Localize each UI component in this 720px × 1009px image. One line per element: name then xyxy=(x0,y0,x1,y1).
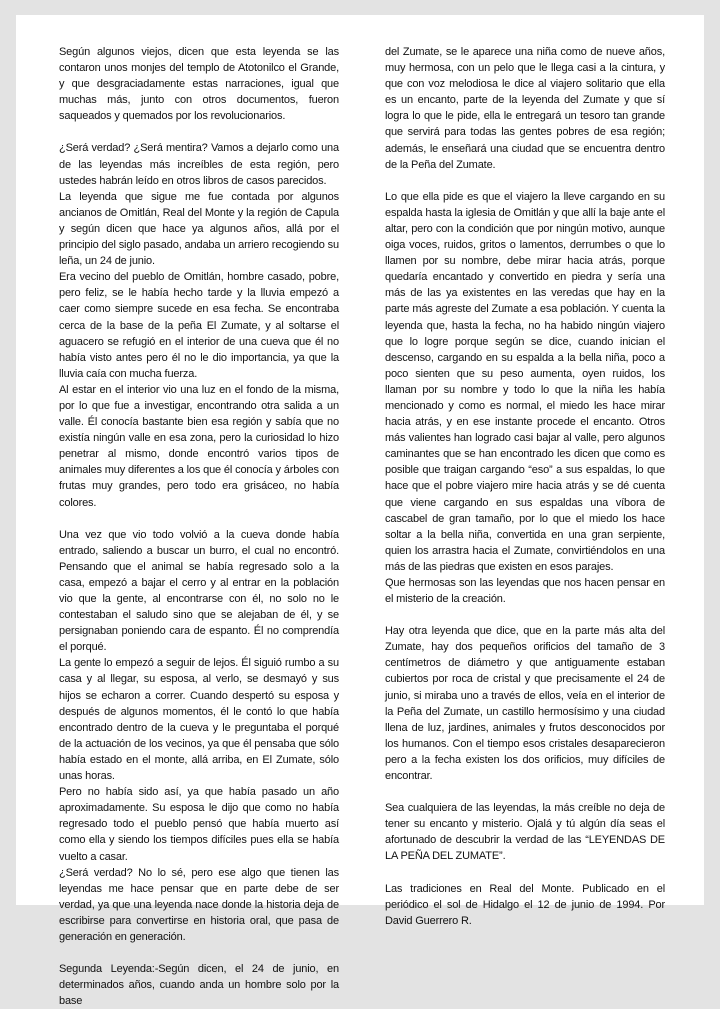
paragraph: Que hermosas son las leyendas que nos hacen pensar en el misterio de la creación. xyxy=(385,577,665,606)
paragraph: La gente lo empezó a seguir de lejos. Él siguió rumbo a su casa y al llegar, su esposa, al verlo, se desmayó y sus hijos se echaron a correr. Cuando despertó su esposa y después de algunos momentos, él le contó lo que había encontrado dentro de la cueva y le preguntaba el porqué de la actuación de los vecinos, ya que él pensaba que sólo había estado en el monte, allá arriba, en El Zumate, sólo unas horas. xyxy=(59,657,339,783)
citation: Las tradiciones en Real del Monte. Publicado en el periódico el sol de Hidalgo el 12 de junio de 1994. Por David Guerrero R. xyxy=(385,882,665,927)
right-column xyxy=(385,44,665,929)
paragraph: Lo que ella pide es que el viajero la lleve cargando en su espalda hasta la iglesia de Omitlán y que allí la baje ante el altar, pero con la condición que por ningún motivo, aunque oiga voces, ruidos, gritos o lamentos, derrumbes o que lo llamen por su nombre, debe mirar hacia atrás, porque quedaría encantado y convertido en piedra y sería una más de las ya existentes en las veredas que hay en la parte más agreste del Zumate a esa población. Y cuenta la leyenda que, hasta la fecha, no ha habido ningún viajero que lo logre porque según se dice, cuando inician el descenso, cargando en su espalda a la bella niña, poco a poco sienten que su peso aumenta, oyen ruidos, los llaman por su nombre y todo lo que la niña les había mencionado y como es normal, el miedo les hace mirar hacia atrás, y en ese instante procede el encanto. Otros más valientes han logrado casi bajar al valle, pero algunos caminantes que se han encontrado les dicen que como es posible que traigan cargando “eso” a sus espaldas, lo que hace que el pobre viajero mire hacia atrás y se dé cuenta que viene cargando en sus espaldas una víbora de cascabel de gran tamaño, por lo que el miedo los hace soltar a la bella niña, convertida en una gran serpiente, quien los arrastra hacia el Zumate, convirtiéndolos en una más de las piedras que existen en esos parajes. xyxy=(385,190,665,573)
paragraph: Una vez que vio todo volvió a la cueva donde había entrado, saliendo a buscar un burro, el cual no encontró. Pensando que el animal se había regresado solo a la casa, empezó a bajar el cerro y al entrar en la población vio que la gente, al encontrarse con él, no solo no le contestaban el saludo sino que se alejaban de él, y se persignaban poniendo cara de espanto. Él no comprendía el porqué. xyxy=(59,528,339,654)
document-page xyxy=(16,15,704,1008)
paragraph: Pero no había sido así, ya que había pasado un año aproximadamente. Su esposa le dijo que como no había regresado todo el pueblo pensó que había muerto así como ella y siendo los tiempos difíciles pues ella se había vuelto a casar. xyxy=(59,786,339,863)
paragraph: La leyenda que sigue me fue contada por algunos ancianos de Omitlán, Real del Monte y la región de Capula y según dicen que hace ya algunos años, allá por el principio del siglo pasado, andaba un arriero recogiendo su leña, un 24 de junio. xyxy=(59,190,339,268)
left-column xyxy=(59,44,339,1009)
paragraph: Hay otra leyenda que dice, que en la parte más alta del Zumate, hay dos pequeños orificios del tamaño de 3 centímetros de diámetro y que antiguamente estaban cubiertos por roca de cristal y que precisamente el 24 de junio, si miraba uno a través de ellos, veía en el interior de la Peña del Zumate, un castillo hermosísimo y una ciudad llena de luz, jardines, animales y frutos desconocidos por los humanos. Con el tiempo esos cristales desaparecieron pero a la fecha existen los dos orificios, muy difíciles de encontrar. xyxy=(385,625,665,783)
paragraph: Al estar en el interior vio una luz en el fondo de la misma, por lo que fue a investigar, encontrando otra salida a un valle. Él conocía bastante bien esa región y sabía que no existía ningún valle en esa zona, pero la curiosidad lo hizo penetrar al mismo, donde encontró varios tipos de animales muy diferentes a los que él conocía y árboles con frutas muy grandes, pero todo era grisáceo, no había colores. xyxy=(59,383,339,509)
paragraph: Segunda Leyenda:-Según dicen, el 24 de junio, en determinados años, cuando anda un hombre solo por la base xyxy=(59,963,339,1008)
paragraph: ¿Será verdad? No lo sé, pero ese algo que tienen las leyendas me hace pensar que en parte debe de ser verdad, ya que una leyenda nace donde la historia deja de escribirse para convertirse en historia oral, que pasa de generación en generación. xyxy=(59,866,339,943)
paragraph: Era vecino del pueblo de Omitlán, hombre casado, pobre, pero feliz, se le había hecho tarde y la lluvia empezó a caer como siempre sucede en esa fecha. Se encontraba cerca de la base de la peña El Zumate, y al soltarse el aguacero se refugió en el interior de una cueva que él no había visto antes pero él no le dio importancia, ya que la lluvia caía con mucha fuerza. xyxy=(59,271,339,380)
paragraph: Según algunos viejos, dicen que esta leyenda se las contaron unos monjes del templo de Atotonilco el Grande, y que desgraciadamente estas narraciones, igual que muchas más, junto con otros documentos, fueron saqueados y quemados por los revolucionarios. xyxy=(59,46,339,123)
paragraph: Sea cualquiera de las leyendas, la más creíble no deja de tener su encanto y misterio. Ojalá y tú algún día seas el afortunado de descubrir la verdad de las “LEYENDAS DE LA PEÑA DEL ZUMATE”. xyxy=(385,802,665,863)
paragraph: ¿Será verdad? ¿Será mentira? Vamos a dejarlo como una de las leyendas más increíbles de esta región, pero ustedes habrán leído en otros libros de casos parecidos. xyxy=(59,142,339,187)
paragraph: del Zumate, se le aparece una niña como de nueve años, muy hermosa, con un pelo que le llega casi a la cintura, y que con voz melodiosa le dice al viajero solitario que ella es un encanto, parte de la leyenda del Zumate y que sí logra lo que le pide, ella le entregará un tesoro tan grande que servirá para todas las gentes pobres de esa región; además, le enseñará una ciudad que se encuentra dentro de la Peña del Zumate. xyxy=(385,46,665,171)
